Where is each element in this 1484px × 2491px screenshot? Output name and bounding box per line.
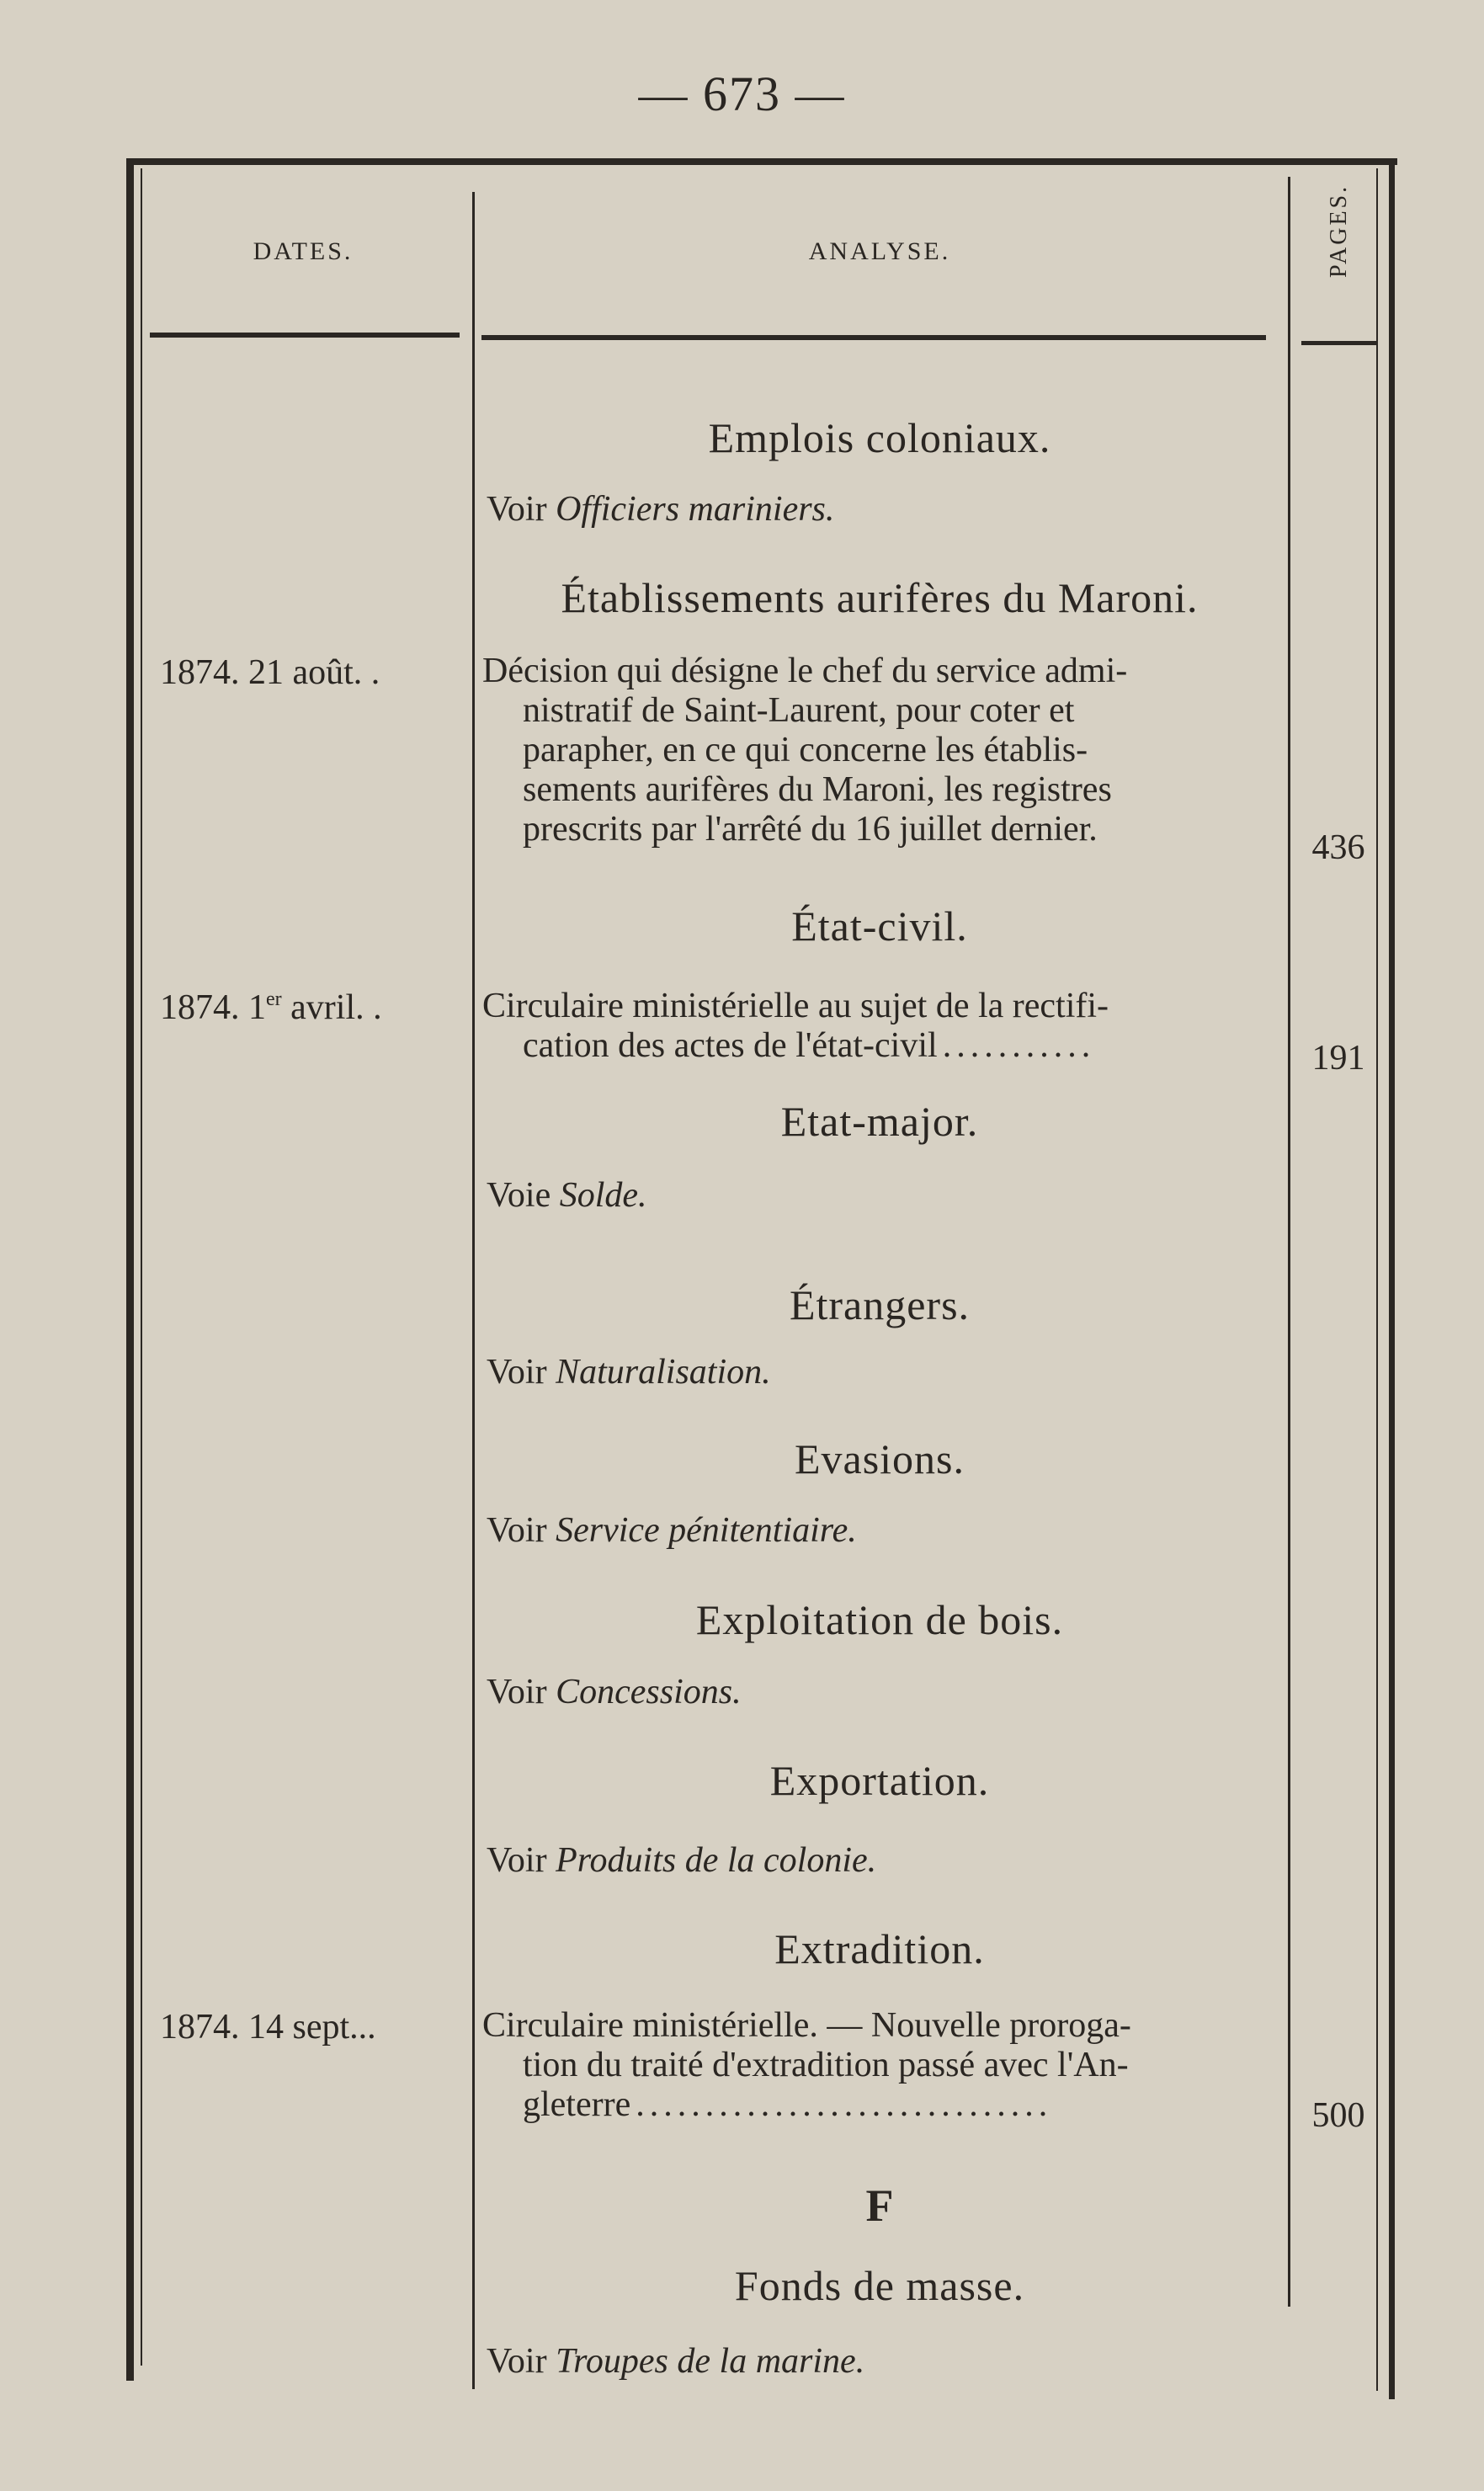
see-reference: [487, 1351, 1278, 1393]
see-target: Naturalisation.: [556, 1353, 771, 1392]
heading-exploitation-de-bois: Exploitation de bois.: [695, 1596, 1064, 1643]
page-reference: 436: [1311, 828, 1365, 867]
entry-date: 1874. 21 août. .: [160, 653, 380, 692]
column-header-analyse: ANALYSE.: [808, 237, 951, 265]
date-main: 1874. 1: [160, 988, 266, 1027]
left-border: [126, 158, 134, 2381]
dot-leader: ..............................: [636, 2085, 1053, 2124]
entry-line-text: gleterre: [523, 2085, 631, 2124]
entry-line: Circulaire ministérielle au sujet de la rectifi-: [482, 987, 1109, 1025]
see-target: Concessions.: [556, 1673, 742, 1711]
top-rule: [126, 158, 1397, 165]
dates-column-divider: [472, 192, 475, 2389]
heading-evasions: Evasions.: [794, 1435, 965, 1482]
see-reference: [487, 2340, 1278, 2382]
left-border-inner: [141, 168, 142, 2366]
see-prefix: Voir: [487, 1841, 547, 1880]
see-prefix: Voir: [487, 2342, 547, 2381]
letter-heading-f: F: [865, 2180, 894, 2231]
column-header-pages: PAGES.: [1326, 184, 1352, 278]
entry-line: prescrits par l'arrêté du 16 juillet dernier.: [523, 810, 1098, 849]
heading-extradition: Extradition.: [774, 1925, 985, 1972]
entry-line: parapher, en ce qui concerne les établis-: [523, 731, 1088, 769]
entry-line-text: cation des actes de l'état-civil: [523, 1026, 938, 1065]
entry-analysis: [482, 987, 1286, 1066]
right-border-inner: [1376, 168, 1378, 2391]
entry-line: [482, 2085, 1286, 2125]
header-rule-analyse: [481, 335, 1266, 340]
entry-analysis: [482, 2006, 1286, 2125]
see-prefix: Voir: [487, 1353, 547, 1392]
entry-analysis: [482, 652, 1286, 849]
entry-line: tion du traité d'extradition passé avec l'An-: [523, 2046, 1129, 2084]
heading-emplois-coloniaux: Emplois coloniaux.: [708, 414, 1051, 461]
heading-etat-civil: État-civil.: [791, 902, 968, 950]
pages-column-divider: [1288, 177, 1290, 2307]
see-prefix: Voir: [487, 490, 547, 529]
see-prefix: Voie: [487, 1176, 551, 1215]
header-rule-dates: [150, 333, 460, 338]
column-header-dates: DATES.: [253, 237, 354, 265]
heading-fonds-de-masse: Fonds de masse.: [734, 2262, 1025, 2309]
see-reference: [487, 1509, 1278, 1552]
see-target: Service pénitentiaire.: [556, 1511, 857, 1550]
see-reference: [487, 1839, 1278, 1882]
entry-line: sements aurifères du Maroni, les registres: [523, 770, 1112, 809]
page-number: — 673 —: [638, 67, 846, 121]
dot-leader: ...........: [942, 1026, 1096, 1065]
header-rule-pages: [1301, 341, 1377, 345]
right-border: [1389, 160, 1395, 2399]
see-reference: [487, 1174, 1278, 1216]
page-reference: 500: [1311, 2096, 1365, 2135]
see-reference: [487, 1671, 1278, 1713]
date-superscript: er: [266, 988, 282, 1010]
see-target: Officiers mariniers.: [556, 490, 835, 529]
entry-line: Décision qui désigne le chef du service admi-: [482, 652, 1128, 690]
see-prefix: Voir: [487, 1673, 547, 1711]
heading-etablissements: Établissements aurifères du Maroni.: [561, 574, 1199, 621]
entry-line: Circulaire ministérielle. — Nouvelle proroga-: [482, 2006, 1131, 2045]
see-target: Troupes de la marine.: [556, 2342, 865, 2381]
see-target: Solde.: [559, 1176, 647, 1215]
page-reference: 191: [1311, 1039, 1365, 1078]
entry-date: [160, 987, 471, 1029]
heading-etrangers: Étrangers.: [789, 1281, 971, 1328]
heading-exportation: Exportation.: [769, 1757, 990, 1804]
see-prefix: Voir: [487, 1511, 547, 1550]
date-tail: avril. .: [281, 988, 382, 1027]
see-target: Produits de la colonie.: [556, 1841, 877, 1880]
entry-line: [482, 1026, 1286, 1066]
heading-etat-major: Etat-major.: [780, 1098, 979, 1145]
see-reference: [487, 488, 1278, 530]
entry-line: nistratif de Saint-Laurent, pour coter et: [523, 691, 1075, 730]
entry-date: 1874. 14 sept...: [160, 2008, 376, 2047]
